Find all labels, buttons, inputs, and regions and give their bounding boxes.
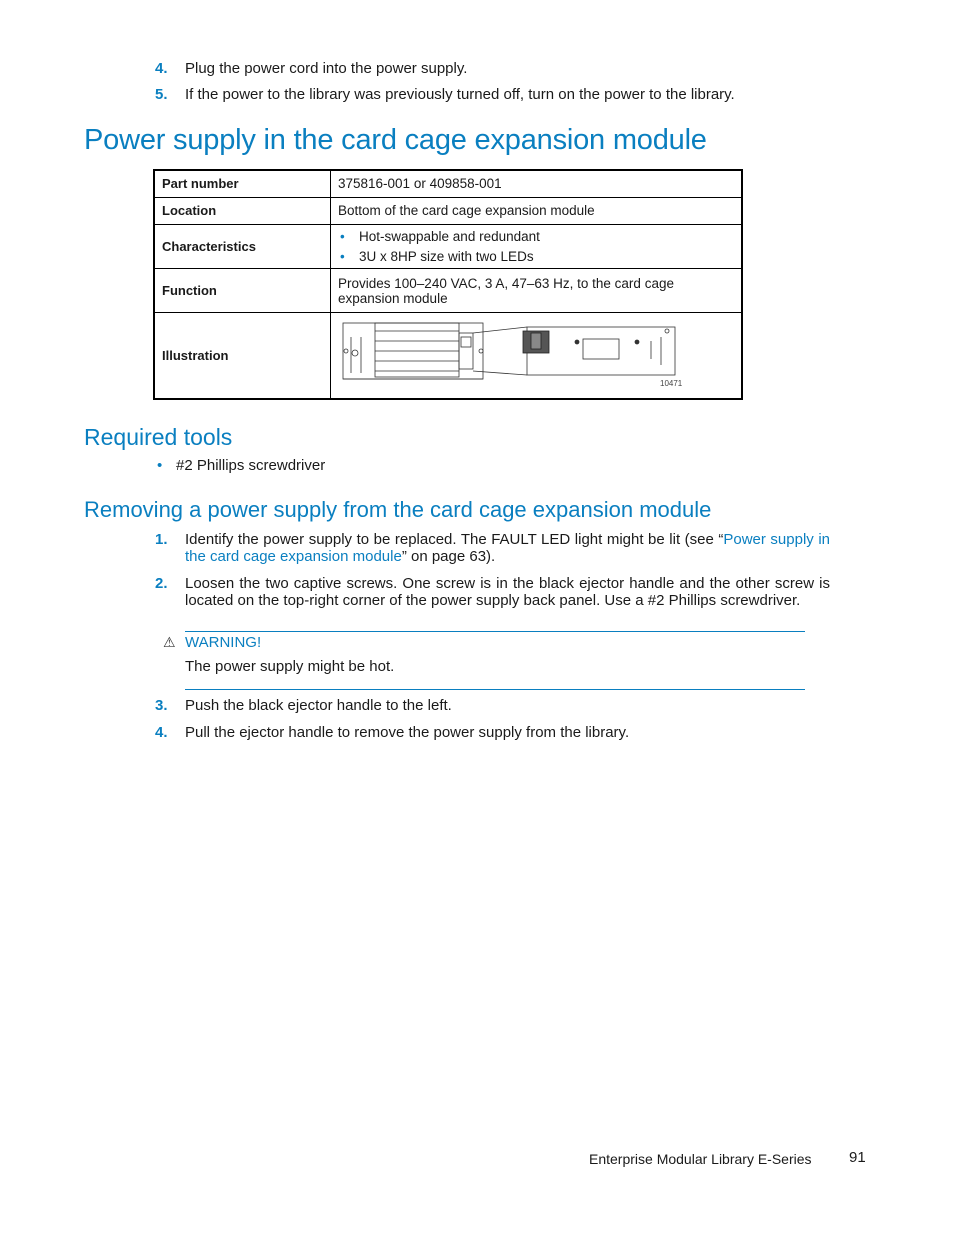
row-key: Characteristics: [154, 224, 331, 268]
characteristics-list: [338, 227, 734, 267]
step-text: Push the black ejector handle to the left.: [185, 697, 452, 714]
warning-top-rule: [185, 631, 805, 632]
row-key: Location: [154, 197, 331, 224]
table-row: [154, 170, 742, 197]
warning-text: The power supply might be hot.: [185, 658, 395, 675]
step-number: 3.: [155, 697, 168, 714]
step-number: 2.: [155, 575, 168, 592]
step-text-before: Identify the power supply to be replaced. The FAULT LED light might be lit (see “: [185, 531, 724, 548]
table-row: [154, 312, 742, 399]
page-number: 91: [849, 1149, 866, 1166]
row-value: [331, 224, 743, 268]
step-text: Pull the ejector handle to remove the power supply from the library.: [185, 724, 630, 741]
step-number: 4.: [155, 724, 168, 741]
figure-id: 10471: [660, 378, 683, 388]
warning-label: WARNING!: [185, 634, 262, 651]
step-number: 4.: [155, 60, 168, 77]
row-value: Bottom of the card cage expansion module: [331, 197, 743, 224]
list-item: • 3U x 8HP size with two LEDs: [338, 247, 734, 267]
step-number: 5.: [155, 86, 168, 103]
step-text: If the power to the library was previously turned off, turn on the power to the library.: [185, 86, 735, 103]
row-value: Provides 100–240 VAC, 3 A, 47–63 Hz, to the card cage expansion module: [331, 269, 743, 312]
warning-bottom-rule: [185, 689, 805, 690]
row-key: Function: [154, 269, 331, 312]
page-link[interactable]: Power supply in the card cage expansion module: [185, 531, 831, 565]
table-row: [154, 224, 742, 268]
list-item: • Hot-swappable and redundant: [338, 227, 734, 247]
section-title: Power supply in the card cage expansion module: [84, 124, 707, 156]
removing-heading: Removing a power supply from the card cage expansion module: [84, 497, 712, 522]
row-value: [331, 312, 743, 399]
step-text: Loosen the two captive screws. One screw is in the black ejector handle and the other screw is located on the top-right corner of the power supply back panel. Use a #2 Phillips screwdriver.: [185, 575, 830, 609]
warning-icon: ⚠: [163, 634, 176, 650]
footer-title: Enterprise Modular Library E-Series: [589, 1151, 812, 1167]
table-row: [154, 269, 742, 312]
row-key: Part number: [154, 170, 331, 197]
step-text: [185, 531, 830, 565]
table-row: [154, 197, 742, 224]
step-number: 1.: [155, 531, 168, 548]
row-value: 375816-001 or 409858-001: [331, 170, 743, 197]
required-tools-list: [155, 456, 325, 476]
step-text: Plug the power cord into the power supply.: [185, 60, 468, 77]
list-item: • #2 Phillips screwdriver: [155, 456, 325, 476]
step-text-after: ” on page 63).: [401, 548, 496, 565]
spec-table: [153, 169, 743, 400]
row-key: Illustration: [154, 312, 331, 399]
required-tools-heading: Required tools: [84, 424, 233, 450]
